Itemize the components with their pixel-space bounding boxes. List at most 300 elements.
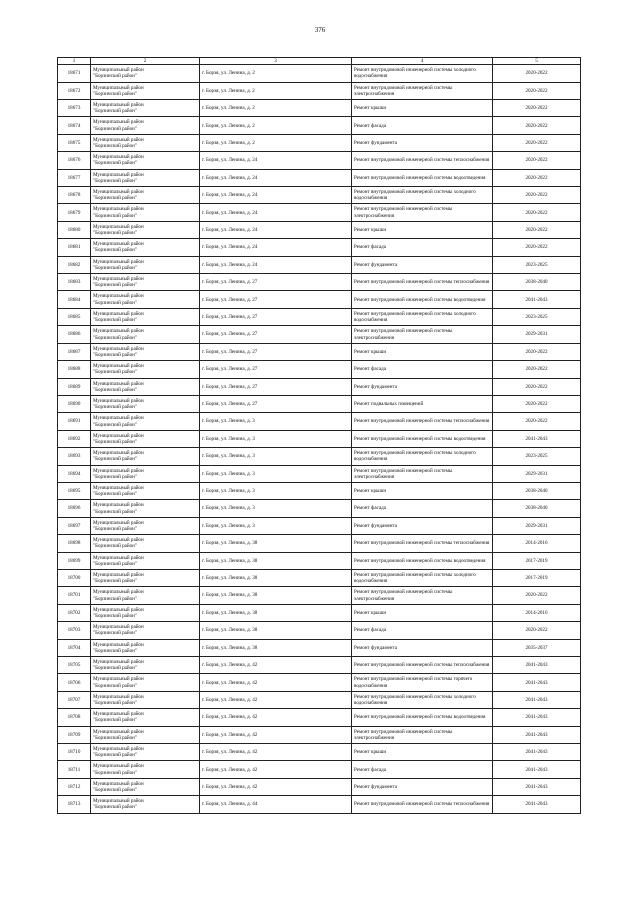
address-cell: г. Борзя, ул. Ленина, д. 27 [200, 326, 352, 343]
table-row [58, 256, 581, 273]
municipality-cell [91, 413, 200, 430]
municipality-type: Муниципальный район [93, 624, 144, 631]
work-type-cell: Ремонт внутридомовой инженерной системы электроснабжения [352, 726, 493, 743]
address-cell: г. Борзя, ул. Ленина, д. 44 [200, 796, 352, 813]
municipality-name: "Борзинский район" [93, 525, 137, 532]
municipality-cell [91, 726, 200, 743]
municipality-type: Муниципальный район [93, 154, 144, 161]
address-cell: г. Борзя, ул. Ленина, д. 27 [200, 395, 352, 412]
table-row [58, 343, 581, 360]
work-type-cell: Ремонт внутридомовой инженерной системы водоотведения [352, 169, 493, 186]
period-cell: 2041-2043 [493, 691, 581, 708]
work-type-cell: Ремонт внутридомовой инженерной системы электроснабжения [352, 204, 493, 221]
work-type-cell: Ремонт фундамента [352, 256, 493, 273]
address-cell: г. Борзя, ул. Ленина, д. 42 [200, 691, 352, 708]
period-cell: 2020-2022 [493, 204, 581, 221]
municipality-type: Муниципальный район [93, 102, 144, 109]
row-number-cell: 18673 [58, 100, 91, 117]
row-number-cell: 18699 [58, 552, 91, 569]
repair-schedule-table [57, 57, 581, 814]
municipality-name: "Борзинский район" [93, 560, 137, 567]
table-row [58, 117, 581, 134]
column-header-5: 5 [493, 58, 581, 65]
row-number-cell: 18695 [58, 482, 91, 499]
municipality-cell [91, 239, 200, 256]
municipality-name: "Борзинский район" [93, 369, 137, 376]
address-cell: г. Борзя, ул. Ленина, д. 42 [200, 761, 352, 778]
municipality-cell [91, 326, 200, 343]
municipality-cell [91, 657, 200, 674]
municipality-name: "Борзинский район" [93, 438, 137, 445]
work-type-cell: Ремонт внутридомовой инженерной системы водоотведения [352, 552, 493, 569]
period-cell: 2020-2022 [493, 100, 581, 117]
table-row [58, 291, 581, 308]
municipality-type: Муниципальный район [93, 345, 144, 352]
row-number-cell: 18677 [58, 169, 91, 186]
period-cell: 2014-2016 [493, 535, 581, 552]
municipality-name: "Борзинский район" [93, 647, 137, 654]
work-type-cell: Ремонт фасада [352, 761, 493, 778]
work-type-cell: Ремонт внутридомовой инженерной системы электроснабжения [352, 82, 493, 99]
municipality-name: "Борзинский район" [93, 230, 137, 237]
municipality-type: Муниципальный район [93, 571, 144, 578]
municipality-type: Муниципальный район [93, 67, 144, 74]
municipality-cell [91, 465, 200, 482]
municipality-cell [91, 448, 200, 465]
municipality-type: Муниципальный район [93, 432, 144, 439]
municipality-type: Муниципальный район [93, 537, 144, 544]
period-cell: 2041-2043 [493, 709, 581, 726]
municipality-cell [91, 117, 200, 134]
municipality-type: Муниципальный район [93, 763, 144, 770]
municipality-name: "Борзинский район" [93, 630, 137, 637]
period-cell: 2017-2019 [493, 569, 581, 586]
municipality-type: Муниципальный район [93, 119, 144, 126]
period-cell: 2041-2043 [493, 657, 581, 674]
period-cell: 2020-2022 [493, 169, 581, 186]
municipality-type: Муниципальный район [93, 310, 144, 317]
municipality-cell [91, 639, 200, 656]
address-cell: г. Борзя, ул. Ленина, д. 2 [200, 134, 352, 151]
municipality-name: "Борзинский район" [93, 804, 137, 811]
municipality-cell [91, 169, 200, 186]
period-cell: 2041-2043 [493, 778, 581, 795]
table-row [58, 378, 581, 395]
address-cell: г. Борзя, ул. Ленина, д. 24 [200, 221, 352, 238]
address-cell: г. Борзя, ул. Ленина, д. 3 [200, 465, 352, 482]
period-cell: 2029-2031 [493, 517, 581, 534]
municipality-cell [91, 500, 200, 517]
municipality-name: "Борзинский район" [93, 421, 137, 428]
address-cell: г. Борзя, ул. Ленина, д. 2 [200, 82, 352, 99]
address-cell: г. Борзя, ул. Ленина, д. 24 [200, 152, 352, 169]
row-number-cell: 18701 [58, 587, 91, 604]
row-number-cell: 18675 [58, 134, 91, 151]
municipality-type: Муниципальный район [93, 84, 144, 91]
row-number-cell: 18698 [58, 535, 91, 552]
address-cell: г. Борзя, ул. Ленина, д. 3 [200, 413, 352, 430]
period-cell: 2038-2040 [493, 500, 581, 517]
address-cell: г. Борзя, ул. Ленина, д. 42 [200, 657, 352, 674]
municipality-cell [91, 430, 200, 447]
municipality-cell [91, 291, 200, 308]
municipality-cell [91, 744, 200, 761]
municipality-type: Муниципальный район [93, 659, 144, 666]
municipality-cell [91, 187, 200, 204]
municipality-type: Муниципальный район [93, 641, 144, 648]
municipality-name: "Борзинский район" [93, 264, 137, 271]
municipality-cell [91, 65, 200, 82]
work-type-cell: Ремонт фундамента [352, 639, 493, 656]
municipality-cell [91, 256, 200, 273]
table-row [58, 430, 581, 447]
table-row [58, 169, 581, 186]
municipality-name: "Борзинский район" [93, 282, 137, 289]
period-cell: 2020-2022 [493, 152, 581, 169]
work-type-cell: Ремонт внутридомовой инженерной системы горячего водоснабжения [352, 674, 493, 691]
table-row [58, 326, 581, 343]
municipality-name: "Борзинский район" [93, 73, 137, 80]
municipality-cell [91, 395, 200, 412]
period-cell: 2020-2022 [493, 65, 581, 82]
row-number-cell: 18686 [58, 326, 91, 343]
table-row [58, 221, 581, 238]
row-number-cell: 18708 [58, 709, 91, 726]
period-cell: 2035-2037 [493, 639, 581, 656]
municipality-cell [91, 569, 200, 586]
row-number-cell: 18687 [58, 343, 91, 360]
municipality-name: "Борзинский район" [93, 717, 137, 724]
address-cell: г. Борзя, ул. Ленина, д. 3 [200, 517, 352, 534]
work-type-cell: Ремонт фундамента [352, 517, 493, 534]
row-number-cell: 18688 [58, 361, 91, 378]
municipality-type: Муниципальный район [93, 780, 144, 787]
period-cell: 2023-2025 [493, 308, 581, 325]
period-cell: 2020-2022 [493, 82, 581, 99]
table-row [58, 587, 581, 604]
table-row [58, 778, 581, 795]
municipality-type: Муниципальный район [93, 241, 144, 248]
municipality-type: Муниципальный район [93, 519, 144, 526]
work-type-cell: Ремонт внутридомовой инженерной системы холодного водоснабжения [352, 308, 493, 325]
period-cell: 2020-2022 [493, 239, 581, 256]
municipality-name: "Борзинский район" [93, 195, 137, 202]
row-number-cell: 18705 [58, 657, 91, 674]
row-number-cell: 18682 [58, 256, 91, 273]
municipality-name: "Борзинский район" [93, 769, 137, 776]
row-number-cell: 18713 [58, 796, 91, 813]
address-cell: г. Борзя, ул. Ленина, д. 42 [200, 744, 352, 761]
municipality-name: "Борзинский район" [93, 456, 137, 463]
table-row [58, 604, 581, 621]
period-cell: 2023-2025 [493, 448, 581, 465]
address-cell: г. Борзя, ул. Ленина, д. 27 [200, 378, 352, 395]
table-row [58, 552, 581, 569]
municipality-name: "Борзинский район" [93, 334, 137, 341]
period-cell: 2038-2040 [493, 482, 581, 499]
work-type-cell: Ремонт крыши [352, 221, 493, 238]
municipality-cell [91, 709, 200, 726]
work-type-cell: Ремонт фундамента [352, 378, 493, 395]
municipality-type: Муниципальный район [93, 276, 144, 283]
address-cell: г. Борзя, ул. Ленина, д. 24 [200, 187, 352, 204]
period-cell: 2020-2022 [493, 134, 581, 151]
row-number-cell: 18674 [58, 117, 91, 134]
row-number-cell: 18704 [58, 639, 91, 656]
address-cell: г. Борзя, ул. Ленина, д. 38 [200, 535, 352, 552]
municipality-name: "Борзинский район" [93, 734, 137, 741]
page-number: 376 [314, 26, 326, 34]
municipality-type: Муниципальный район [93, 293, 144, 300]
period-cell: 2014-2016 [493, 604, 581, 621]
municipality-name: "Борзинский район" [93, 351, 137, 358]
address-cell: г. Борзя, ул. Ленина, д. 24 [200, 256, 352, 273]
row-number-cell: 18707 [58, 691, 91, 708]
municipality-cell [91, 587, 200, 604]
municipality-name: "Борзинский район" [93, 247, 137, 254]
period-cell: 2020-2022 [493, 395, 581, 412]
address-cell: г. Борзя, ул. Ленина, д. 3 [200, 448, 352, 465]
municipality-type: Муниципальный район [93, 450, 144, 457]
work-type-cell: Ремонт внутридомовой инженерной системы холодного водоснабжения [352, 569, 493, 586]
municipality-type: Муниципальный район [93, 223, 144, 230]
address-cell: г. Борзя, ул. Ленина, д. 38 [200, 569, 352, 586]
municipality-type: Муниципальный район [93, 467, 144, 474]
table-row [58, 134, 581, 151]
municipality-type: Муниципальный район [93, 693, 144, 700]
table-row [58, 274, 581, 291]
table-row [58, 535, 581, 552]
address-cell: г. Борзя, ул. Ленина, д. 24 [200, 169, 352, 186]
period-cell: 2017-2019 [493, 552, 581, 569]
table-row [58, 482, 581, 499]
work-type-cell: Ремонт внутридомовой инженерной системы холодного водоснабжения [352, 187, 493, 204]
address-cell: г. Борзя, ул. Ленина, д. 24 [200, 204, 352, 221]
row-number-cell: 18680 [58, 221, 91, 238]
address-cell: г. Борзя, ул. Ленина, д. 27 [200, 291, 352, 308]
table-row [58, 448, 581, 465]
address-cell: г. Борзя, ул. Ленина, д. 2 [200, 100, 352, 117]
municipality-cell [91, 604, 200, 621]
municipality-cell [91, 778, 200, 795]
row-number-cell: 18692 [58, 430, 91, 447]
municipality-type: Муниципальный район [93, 363, 144, 370]
table-row [58, 361, 581, 378]
row-number-cell: 18694 [58, 465, 91, 482]
municipality-cell [91, 674, 200, 691]
address-cell: г. Борзя, ул. Ленина, д. 42 [200, 778, 352, 795]
address-cell: г. Борзя, ул. Ленина, д. 38 [200, 604, 352, 621]
municipality-cell [91, 152, 200, 169]
municipality-name: "Борзинский район" [93, 613, 137, 619]
address-cell: г. Борзя, ул. Ленина, д. 27 [200, 361, 352, 378]
period-cell: 2041-2043 [493, 796, 581, 813]
table-row [58, 639, 581, 656]
municipality-cell [91, 691, 200, 708]
municipality-type: Муниципальный район [93, 502, 144, 509]
column-header-3: 3 [200, 58, 352, 65]
municipality-cell [91, 622, 200, 639]
address-cell: г. Борзя, ул. Ленина, д. 27 [200, 274, 352, 291]
work-type-cell: Ремонт фасада [352, 117, 493, 134]
table-row [58, 691, 581, 708]
period-cell: 2020-2022 [493, 117, 581, 134]
row-number-cell: 18685 [58, 308, 91, 325]
work-type-cell: Ремонт внутридомовой инженерной системы теплоснабжения [352, 796, 493, 813]
municipality-cell [91, 343, 200, 360]
work-type-cell: Ремонт внутридомовой инженерной системы теплоснабжения [352, 274, 493, 291]
work-type-cell: Ремонт крыши [352, 482, 493, 499]
municipality-cell [91, 378, 200, 395]
work-type-cell: Ремонт внутридомовой инженерной системы электроснабжения [352, 465, 493, 482]
period-cell: 2020-2022 [493, 587, 581, 604]
period-cell: 2020-2022 [493, 187, 581, 204]
row-number-cell: 18684 [58, 291, 91, 308]
work-type-cell: Ремонт фасада [352, 500, 493, 517]
address-cell: г. Борзя, ул. Ленина, д. 2 [200, 65, 352, 82]
period-cell: 2029-2031 [493, 465, 581, 482]
municipality-type: Муниципальный район [93, 206, 144, 213]
municipality-name: "Борзинский район" [93, 386, 137, 393]
table-row [58, 465, 581, 482]
address-cell: г. Борзя, ул. Ленина, д. 38 [200, 622, 352, 639]
municipality-type: Муниципальный район [93, 676, 144, 683]
row-number-cell: 18691 [58, 413, 91, 430]
period-cell: 2041-2043 [493, 430, 581, 447]
row-number-cell: 18700 [58, 569, 91, 586]
municipality-type: Муниципальный район [93, 554, 144, 561]
work-type-cell: Ремонт крыши [352, 343, 493, 360]
table-row [58, 308, 581, 325]
period-cell: 2041-2043 [493, 291, 581, 308]
work-type-cell: Ремонт внутридомовой инженерной системы холодного водоснабжения [352, 65, 493, 82]
row-number-cell: 18712 [58, 778, 91, 795]
period-cell: 2020-2022 [493, 361, 581, 378]
municipality-name: "Борзинский район" [93, 125, 137, 132]
municipality-name: "Борзинский район" [93, 299, 137, 306]
municipality-cell [91, 221, 200, 238]
table-row [58, 517, 581, 534]
municipality-type: Муниципальный район [93, 484, 144, 491]
table-row [58, 796, 581, 813]
row-number-cell: 18711 [58, 761, 91, 778]
work-type-cell: Ремонт внутридомовой инженерной системы теплоснабжения [352, 413, 493, 430]
table-row [58, 82, 581, 99]
municipality-name: "Борзинский район" [93, 491, 137, 498]
work-type-cell: Ремонт фасада [352, 622, 493, 639]
work-type-cell: Ремонт внутридомовой инженерной системы теплоснабжения [352, 535, 493, 552]
table-body [58, 65, 581, 813]
municipality-cell [91, 274, 200, 291]
row-number-cell: 18710 [58, 744, 91, 761]
period-cell: 2041-2043 [493, 761, 581, 778]
period-cell: 2023-2025 [493, 256, 581, 273]
row-number-cell: 18690 [58, 395, 91, 412]
table-row [58, 100, 581, 117]
column-header-2: 2 [91, 58, 200, 65]
row-number-cell: 18679 [58, 204, 91, 221]
row-number-cell: 18672 [58, 82, 91, 99]
row-number-cell: 18693 [58, 448, 91, 465]
municipality-type: Муниципальный район [93, 415, 144, 422]
table-row [58, 204, 581, 221]
address-cell: г. Борзя, ул. Ленина, д. 3 [200, 482, 352, 499]
municipality-cell [91, 100, 200, 117]
row-number-cell: 18703 [58, 622, 91, 639]
address-cell: г. Борзя, ул. Ленина, д. 27 [200, 343, 352, 360]
table-row [58, 622, 581, 639]
row-number-cell: 18671 [58, 65, 91, 82]
address-cell: г. Борзя, ул. Ленина, д. 2 [200, 117, 352, 134]
municipality-cell [91, 482, 200, 499]
municipality-type: Муниципальный район [93, 728, 144, 735]
period-cell: 2020-2022 [493, 378, 581, 395]
row-number-cell: 18689 [58, 378, 91, 395]
municipality-name: "Борзинский район" [93, 543, 137, 550]
municipality-name: "Борзинский район" [93, 578, 137, 585]
municipality-cell [91, 361, 200, 378]
row-number-cell: 18709 [58, 726, 91, 743]
work-type-cell: Ремонт фундамента [352, 134, 493, 151]
address-cell: г. Борзя, ул. Ленина, д. 3 [200, 500, 352, 517]
work-type-cell: Ремонт крыши [352, 100, 493, 117]
row-number-cell: 18678 [58, 187, 91, 204]
work-type-cell: Ремонт фасада [352, 239, 493, 256]
address-cell: г. Борзя, ул. Ленина, д. 3 [200, 430, 352, 447]
work-type-cell: Ремонт внутридомовой инженерной системы холодного водоснабжения [352, 691, 493, 708]
municipality-name: "Борзинский район" [93, 317, 137, 324]
municipality-type: Муниципальный район [93, 798, 144, 805]
period-cell: 2041-2043 [493, 744, 581, 761]
municipality-type: Муниципальный район [93, 328, 144, 335]
table-row [58, 569, 581, 586]
municipality-type: Муниципальный район [93, 171, 144, 178]
column-header-1: 1 [58, 58, 91, 65]
row-number-cell: 18702 [58, 604, 91, 621]
row-number-cell: 18706 [58, 674, 91, 691]
work-type-cell: Ремонт внутридомовой инженерной системы теплоснабжения [352, 657, 493, 674]
table-row [58, 65, 581, 82]
row-number-cell: 18683 [58, 274, 91, 291]
address-cell: г. Борзя, ул. Ленина, д. 38 [200, 587, 352, 604]
municipality-cell [91, 552, 200, 569]
period-cell: 2029-2031 [493, 326, 581, 343]
municipality-cell [91, 204, 200, 221]
address-cell: г. Борзя, ул. Ленина, д. 42 [200, 674, 352, 691]
table-row [58, 413, 581, 430]
municipality-name: "Борзинский район" [93, 404, 137, 411]
address-cell: г. Борзя, ул. Ленина, д. 42 [200, 709, 352, 726]
municipality-cell [91, 308, 200, 325]
municipality-name: "Борзинский район" [93, 143, 137, 150]
municipality-name: "Борзинский район" [93, 160, 137, 167]
table-row [58, 657, 581, 674]
municipality-cell [91, 535, 200, 552]
work-type-cell: Ремонт внутридомовой инженерной системы водоотведения [352, 709, 493, 726]
period-cell: 2020-2022 [493, 413, 581, 430]
address-cell: г. Борзя, ул. Ленина, д. 38 [200, 639, 352, 656]
table-row [58, 674, 581, 691]
municipality-name: "Борзинский район" [93, 700, 137, 707]
municipality-name: "Борзинский район" [93, 108, 137, 115]
municipality-type: Муниципальный район [93, 589, 144, 596]
period-cell: 2038-2040 [493, 274, 581, 291]
municipality-name: "Борзинский район" [93, 787, 137, 794]
table-row [58, 500, 581, 517]
municipality-type: Муниципальный район [93, 136, 144, 143]
municipality-type: Муниципальный район [93, 711, 144, 718]
table-header [58, 58, 581, 65]
